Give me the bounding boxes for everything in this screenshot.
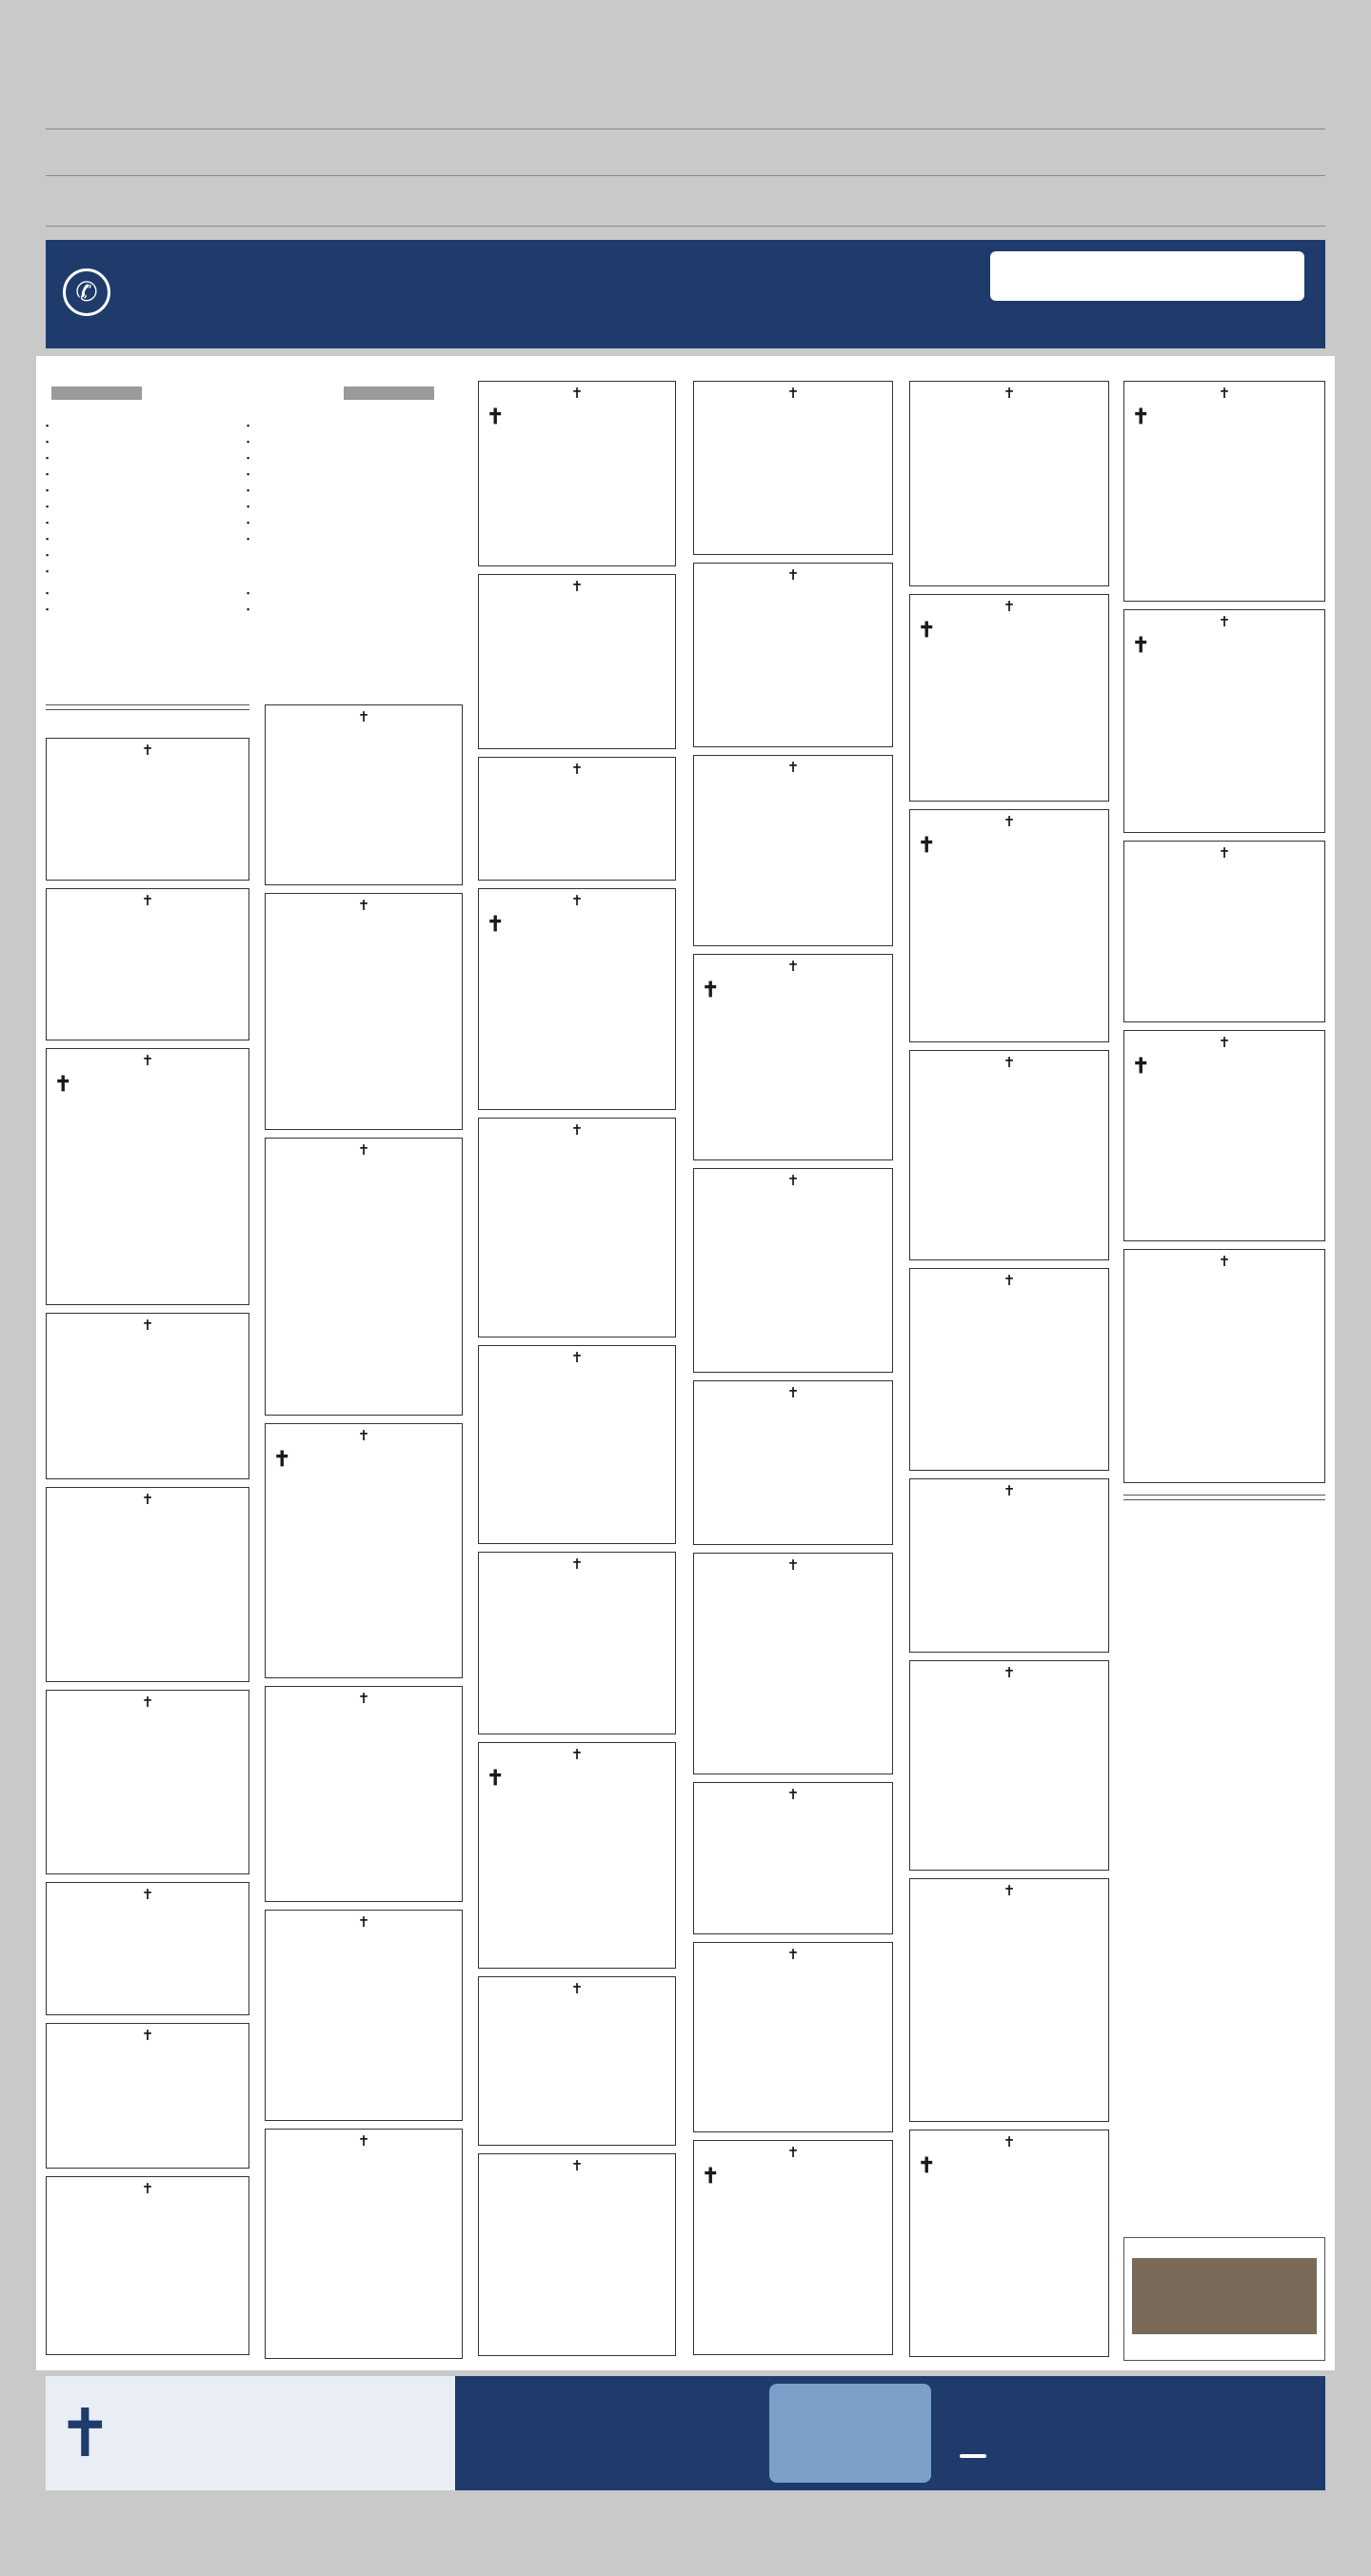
- cross-icon: ✝: [1218, 846, 1231, 862]
- death-notice: [693, 1553, 893, 1774]
- defunciones-heading: [46, 704, 249, 710]
- children-photo: [769, 2384, 931, 2483]
- charity-logo: [273, 1448, 298, 1471]
- index-name: [46, 563, 239, 579]
- charity-logo: [918, 619, 943, 642]
- death-notice: [46, 2023, 249, 2169]
- death-notice: [1123, 1249, 1325, 1483]
- death-notice: [1123, 841, 1325, 1022]
- footer-ad: [46, 2376, 1325, 2490]
- phone-icon: ✆: [63, 268, 110, 316]
- cross-icon: ✝: [702, 978, 720, 1001]
- cross-icon: ✝: [141, 894, 154, 909]
- cross-icon: ✝: [487, 405, 505, 428]
- death-notice: [46, 738, 249, 881]
- cross-icon: ✝: [273, 1447, 291, 1471]
- death-notice: [1123, 381, 1325, 602]
- cross-icon: ✝: [786, 1386, 800, 1401]
- index-name: [247, 449, 440, 466]
- index-name: [247, 585, 440, 601]
- death-notice: [693, 954, 893, 1160]
- charity-logo: [487, 913, 511, 936]
- cross-icon: ✝: [570, 894, 584, 909]
- service-block: [63, 263, 272, 326]
- death-notice: [909, 1268, 1109, 1471]
- cross-icon: ✝: [570, 1748, 584, 1763]
- cross-icon: ✝: [141, 1888, 154, 1903]
- cross-icon: ✝: [570, 2159, 584, 2174]
- cross-icon: ✝: [357, 1692, 370, 1707]
- death-notice: [478, 1345, 676, 1544]
- death-notice: [693, 2140, 893, 2355]
- title-bar: [344, 386, 434, 400]
- cross-icon: ✝: [1003, 1884, 1016, 1899]
- index-name: [46, 433, 239, 449]
- cross-icon: ✝: [357, 710, 370, 725]
- index-name: [247, 530, 440, 546]
- cross-icon: ✝: [141, 1054, 154, 1069]
- cross-icon: ✝: [1132, 1054, 1150, 1078]
- cross-icon: ✝: [786, 568, 800, 584]
- charity-logo: [702, 979, 726, 1001]
- cross-icon: ✝: [57, 2396, 113, 2470]
- cross-icon: ✝: [786, 1788, 800, 1803]
- death-notice: [46, 1882, 249, 2015]
- cross-icon: ✝: [570, 1982, 584, 1997]
- death-notice: [909, 2130, 1109, 2357]
- death-notice: [265, 1138, 463, 1416]
- divider: [46, 226, 1325, 227]
- death-notice: [478, 1742, 676, 1969]
- charity-logo: [1132, 634, 1157, 657]
- death-notice: [693, 755, 893, 946]
- index-name: [46, 514, 239, 530]
- death-notice: [909, 1660, 1109, 1871]
- death-notice: [478, 2153, 676, 2356]
- cross-icon: ✝: [918, 833, 936, 857]
- cross-icon: ✝: [1003, 600, 1016, 615]
- death-notice: [46, 1690, 249, 1874]
- cross-icon: ✝: [141, 1493, 154, 1508]
- cross-icon: ✝: [1218, 1036, 1231, 1051]
- charity-logo: [702, 2165, 726, 2188]
- cross-icon: ✝: [570, 763, 584, 778]
- death-notice: [46, 1048, 249, 1305]
- death-notice: [909, 809, 1109, 1042]
- cross-icon: ✝: [141, 1318, 154, 1334]
- charity-logo: [1132, 1055, 1157, 1078]
- index-name: [46, 449, 239, 466]
- cross-icon: ✝: [357, 2134, 370, 2150]
- cross-icon: ✝: [1218, 1255, 1231, 1270]
- cross-icon: ✝: [54, 1072, 72, 1096]
- cross-icon: ✝: [570, 580, 584, 595]
- charity-logo: [487, 406, 511, 428]
- index-name: [247, 498, 440, 514]
- index-name: [247, 601, 440, 617]
- index-name: [46, 585, 239, 601]
- cross-icon: ✝: [1003, 1274, 1016, 1289]
- cross-icon: ✝: [357, 1143, 370, 1159]
- page-header: [46, 129, 1325, 176]
- death-notice: [693, 1168, 893, 1373]
- cross-icon: ✝: [487, 1766, 505, 1790]
- cross-icon: ✝: [1218, 615, 1231, 630]
- title-bar: [51, 386, 142, 400]
- death-notice: [478, 757, 676, 881]
- cross-icon: ✝: [570, 1557, 584, 1573]
- index-name: [247, 482, 440, 498]
- cross-icon: ✝: [141, 1695, 154, 1711]
- cross-icon: ✝: [141, 2029, 154, 2044]
- death-notice: [46, 2176, 249, 2355]
- index-name: [247, 433, 440, 449]
- death-notice: [909, 1050, 1109, 1260]
- death-notice: [46, 1487, 249, 1682]
- death-notice: [909, 381, 1109, 586]
- death-notice: [265, 893, 463, 1130]
- index-name: [46, 601, 239, 617]
- cross-icon: ✝: [1132, 633, 1150, 657]
- index-name: [46, 417, 239, 433]
- death-notice: [478, 888, 676, 1110]
- cross-icon: ✝: [786, 1948, 800, 1963]
- cross-icon: ✝: [141, 743, 154, 759]
- index-memoriam: [46, 585, 440, 617]
- death-notice: [1123, 609, 1325, 833]
- cross-icon: ✝: [141, 2182, 154, 2197]
- death-notice: [909, 1478, 1109, 1653]
- cross-icon: ✝: [918, 618, 936, 642]
- cross-icon: ✝: [786, 1174, 800, 1189]
- cross-icon: ✝: [786, 761, 800, 776]
- cross-icon: ✝: [786, 2146, 800, 2161]
- death-notice: [693, 1380, 893, 1545]
- death-notice: [46, 1313, 249, 1479]
- death-notice: [265, 2129, 463, 2359]
- death-notice: [265, 1910, 463, 2121]
- advertisement: [1123, 2237, 1325, 2361]
- cross-icon: ✝: [786, 1558, 800, 1574]
- cross-icon: ✝: [1003, 1666, 1016, 1681]
- charity-logo: [918, 2154, 943, 2177]
- index-name: [46, 546, 239, 563]
- funeral-logo: [46, 2376, 455, 2490]
- cross-icon: ✝: [357, 1429, 370, 1444]
- cross-icon: ✝: [1003, 815, 1016, 830]
- banner-phone[interactable]: [990, 251, 1304, 301]
- index-name: [247, 417, 440, 433]
- charity-logo: [54, 1073, 79, 1096]
- death-notice: [909, 594, 1109, 802]
- index-name: [46, 466, 239, 482]
- death-notice: [478, 381, 676, 566]
- phone-service-banner: [46, 240, 1325, 348]
- index-name: [46, 530, 239, 546]
- death-notice: [693, 1782, 893, 1934]
- death-notice: [478, 574, 676, 749]
- cross-icon: ✝: [357, 899, 370, 914]
- cross-icon: ✝: [1003, 386, 1016, 402]
- cross-icon: ✝: [786, 386, 800, 402]
- charity-logo: [918, 834, 943, 857]
- cross-icon: ✝: [1218, 386, 1231, 402]
- death-notice: [693, 381, 893, 555]
- index-name: [46, 482, 239, 498]
- death-notice: [478, 1976, 676, 2146]
- charity-logo: [1132, 406, 1157, 428]
- cross-icon: ✝: [357, 1915, 370, 1931]
- death-notice: [265, 1686, 463, 1902]
- index-name: [247, 514, 440, 530]
- death-notice: [265, 1423, 463, 1678]
- obituario-index: [46, 373, 440, 617]
- cross-icon: ✝: [570, 386, 584, 402]
- cross-icon: ✝: [702, 2164, 720, 2188]
- charity-logo: [487, 1767, 511, 1790]
- in-memoriam-heading: [1123, 1495, 1325, 1500]
- cross-icon: ✝: [786, 960, 800, 975]
- footer-website-link[interactable]: [960, 2454, 986, 2458]
- death-notice: [909, 1878, 1109, 2122]
- index-defunciones: [46, 417, 440, 579]
- death-notice: [693, 563, 893, 747]
- death-notice: [46, 888, 249, 1040]
- death-notice: [478, 1118, 676, 1338]
- death-notice: [265, 704, 463, 885]
- cross-icon: ✝: [1003, 2135, 1016, 2150]
- death-notice: [1123, 1030, 1325, 1241]
- death-notice: [478, 1552, 676, 1734]
- index-name: [247, 466, 440, 482]
- index-name: [46, 498, 239, 514]
- cross-icon: ✝: [918, 2153, 936, 2177]
- cross-icon: ✝: [570, 1351, 584, 1366]
- cross-icon: ✝: [487, 912, 505, 936]
- cross-icon: ✝: [1003, 1056, 1016, 1071]
- cross-icon: ✝: [570, 1123, 584, 1139]
- death-notice: [693, 1942, 893, 2132]
- cross-icon: ✝: [1132, 405, 1150, 428]
- cross-icon: ✝: [1003, 1484, 1016, 1499]
